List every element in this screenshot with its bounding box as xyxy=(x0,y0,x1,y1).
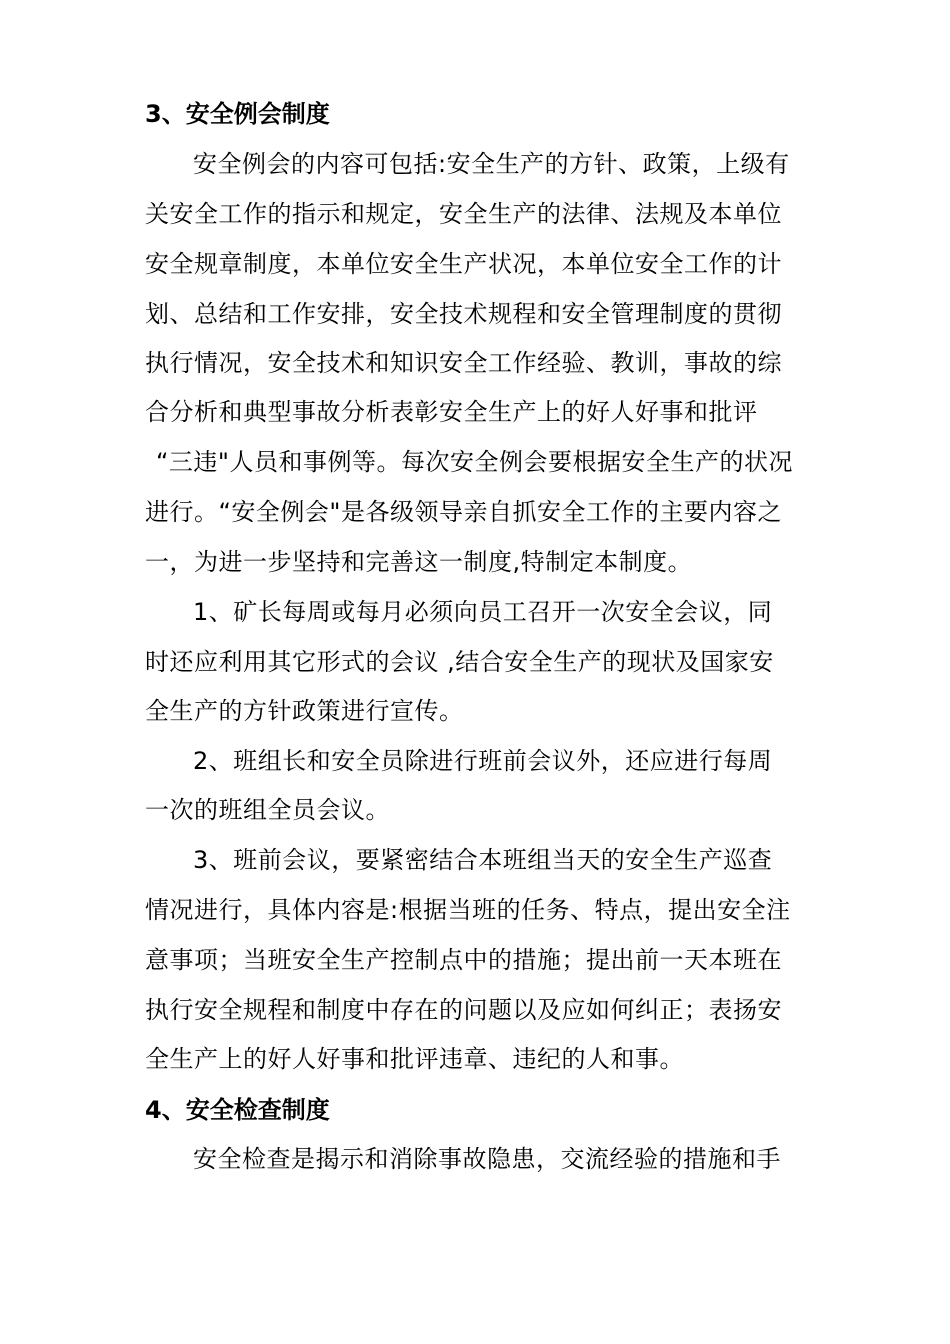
paragraph-line: “三违"人员和事例等。每次安全例会要根据安全生产的状况 xyxy=(156,448,793,476)
list-item-line: 执行安全规程和制度中存在的问题以及应如何纠正；表扬安 xyxy=(145,996,782,1024)
list-item-line: 全生产上的好人好事和批评违章、违纪的人和事。 xyxy=(145,1045,684,1073)
paragraph-line: 安全例会的内容可包括:安全生产的方针、政策，上级有 xyxy=(193,150,790,178)
section-heading-3: 3、安全例会制度 xyxy=(145,100,330,128)
list-item-line: 意事项；当班安全生产控制点中的措施；提出前一天本班在 xyxy=(145,946,782,974)
list-item-line: 情况进行，具体内容是:根据当班的任务、特点，提出安全注 xyxy=(145,896,791,924)
paragraph-line: 合分析和典型事故分析表彰安全生产上的好人好事和批评 xyxy=(145,398,758,426)
list-item-line: 一次的班组全员会议。 xyxy=(145,796,390,824)
paragraph-line: 划、总结和工作安排，安全技术规程和安全管理制度的贯彻 xyxy=(145,300,782,328)
paragraph-line: 关安全工作的指示和规定，安全生产的法律、法规及本单位 xyxy=(145,200,782,228)
list-item-line: 时还应利用其它形式的会议 ,结合安全生产的现状及国家安 xyxy=(145,648,774,676)
list-item-line: 2、班组长和安全员除进行班前会议外，还应进行每周 xyxy=(193,747,773,775)
section-heading-4: 4、安全检查制度 xyxy=(145,1096,330,1124)
list-item-line: 1、矿长每周或每月必须向员工召开一次安全会议，同 xyxy=(193,598,773,626)
list-item-line: 3、班前会议，要紧密结合本班组当天的安全生产巡查 xyxy=(193,846,773,874)
paragraph-line: 安全规章制度，本单位安全生产状况，本单位安全工作的计 xyxy=(145,250,782,278)
list-item-line: 全生产的方针政策进行宣传。 xyxy=(145,697,464,725)
paragraph-line: 进行。“安全例会"是各级领导亲自抓安全工作的主要内容之 xyxy=(145,498,782,526)
paragraph-line: 安全检查是揭示和消除事故隐患，交流经验的措施和手 xyxy=(193,1145,781,1173)
paragraph-line: 一，为进一步坚持和完善这一制度,特制定本制度。 xyxy=(145,548,693,576)
paragraph-line: 执行情况，安全技术和知识安全工作经验、教训，事故的综 xyxy=(145,349,782,377)
